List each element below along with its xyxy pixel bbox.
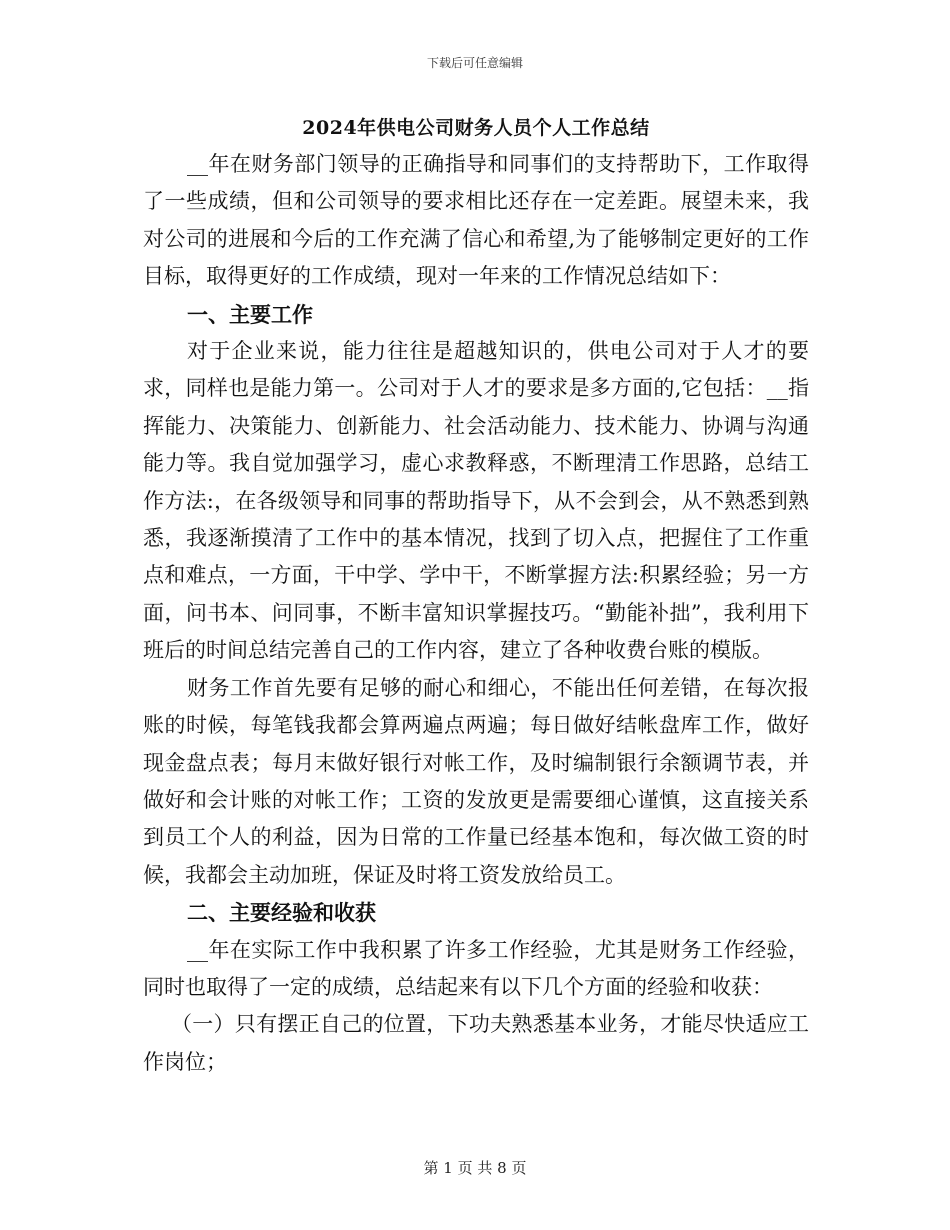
section1-heading: 一、主要工作 <box>187 301 313 327</box>
intro-paragraph: __年在财务部门领导的正确指导和同事们的支持帮助下，工作取得了一些成绩，但和公司领导的要求相比还存在一定差距。展望未来，我对公司的进展和今后的工作充满了信心和希望,为了能够制定更好的工作目标，取得更好的工作成绩，现对一年来的工作情况总结如下： <box>143 152 809 289</box>
section1-paragraph-1: 对于企业来说，能力往往是超越知识的，供电公司对于人才的要求，同样也是能力第一。公司对于人才的要求是多方面的,它包括：__指挥能力、决策能力、创新能力、社会活动能力、技术能力、协调与沟通能力等。我自觉加强学习，虚心求教释惑，不断理清工作思路，总结工作方法:，在各级领导和同事的帮助指导下，从不会到会，从不熟悉到熟悉，我逐渐摸清了工作中的基本情况，找到了切入点，把握住了工作重点和难点，一方面，干中学、学中干，不断掌握方法:积累经验；另一方面，问书本、问同事，不断丰富知识掌握技巧。“勤能补拙”，我利用下班后的时间总结完善自己的工作内容，建立了各种收费台账的模版。 <box>143 339 809 663</box>
section1-paragraph-2: 财务工作首先要有足够的耐心和细心，不能出任何差错，在每次报账的时候，每笔钱我都会算两遍点两遍；每日做好结帐盘库工作，做好现金盘点表；每月末做好银行对帐工作，及时编制银行余额调节表，并做好和会计账的对帐工作；工资的发放更是需要细心谨慎，这直接关系到员工个人的利益，因为日常的工作量已经基本饱和，每次做工资的时候，我都会主动加班，保证及时将工资发放给员工。 <box>143 675 809 887</box>
header-note: 下载后可任意编辑 <box>426 56 523 70</box>
section2-paragraph-1: __年在实际工作中我积累了许多工作经验，尤其是财务工作经验，同时也取得了一定的成绩，总结起来有以下几个方面的经验和收获： <box>143 937 809 999</box>
document-body <box>143 114 809 1081</box>
document-title: 2024年供电公司财务人员个人工作总结 <box>302 117 650 139</box>
page-number: 第 1 页 共 8 页 <box>423 1159 527 1177</box>
section2-item-1: （一）只有摆正自己的位置，下功夫熟悉基本业务，才能尽快适应工作岗位； <box>143 1012 809 1074</box>
section2-heading: 二、主要经验和收获 <box>187 900 376 926</box>
